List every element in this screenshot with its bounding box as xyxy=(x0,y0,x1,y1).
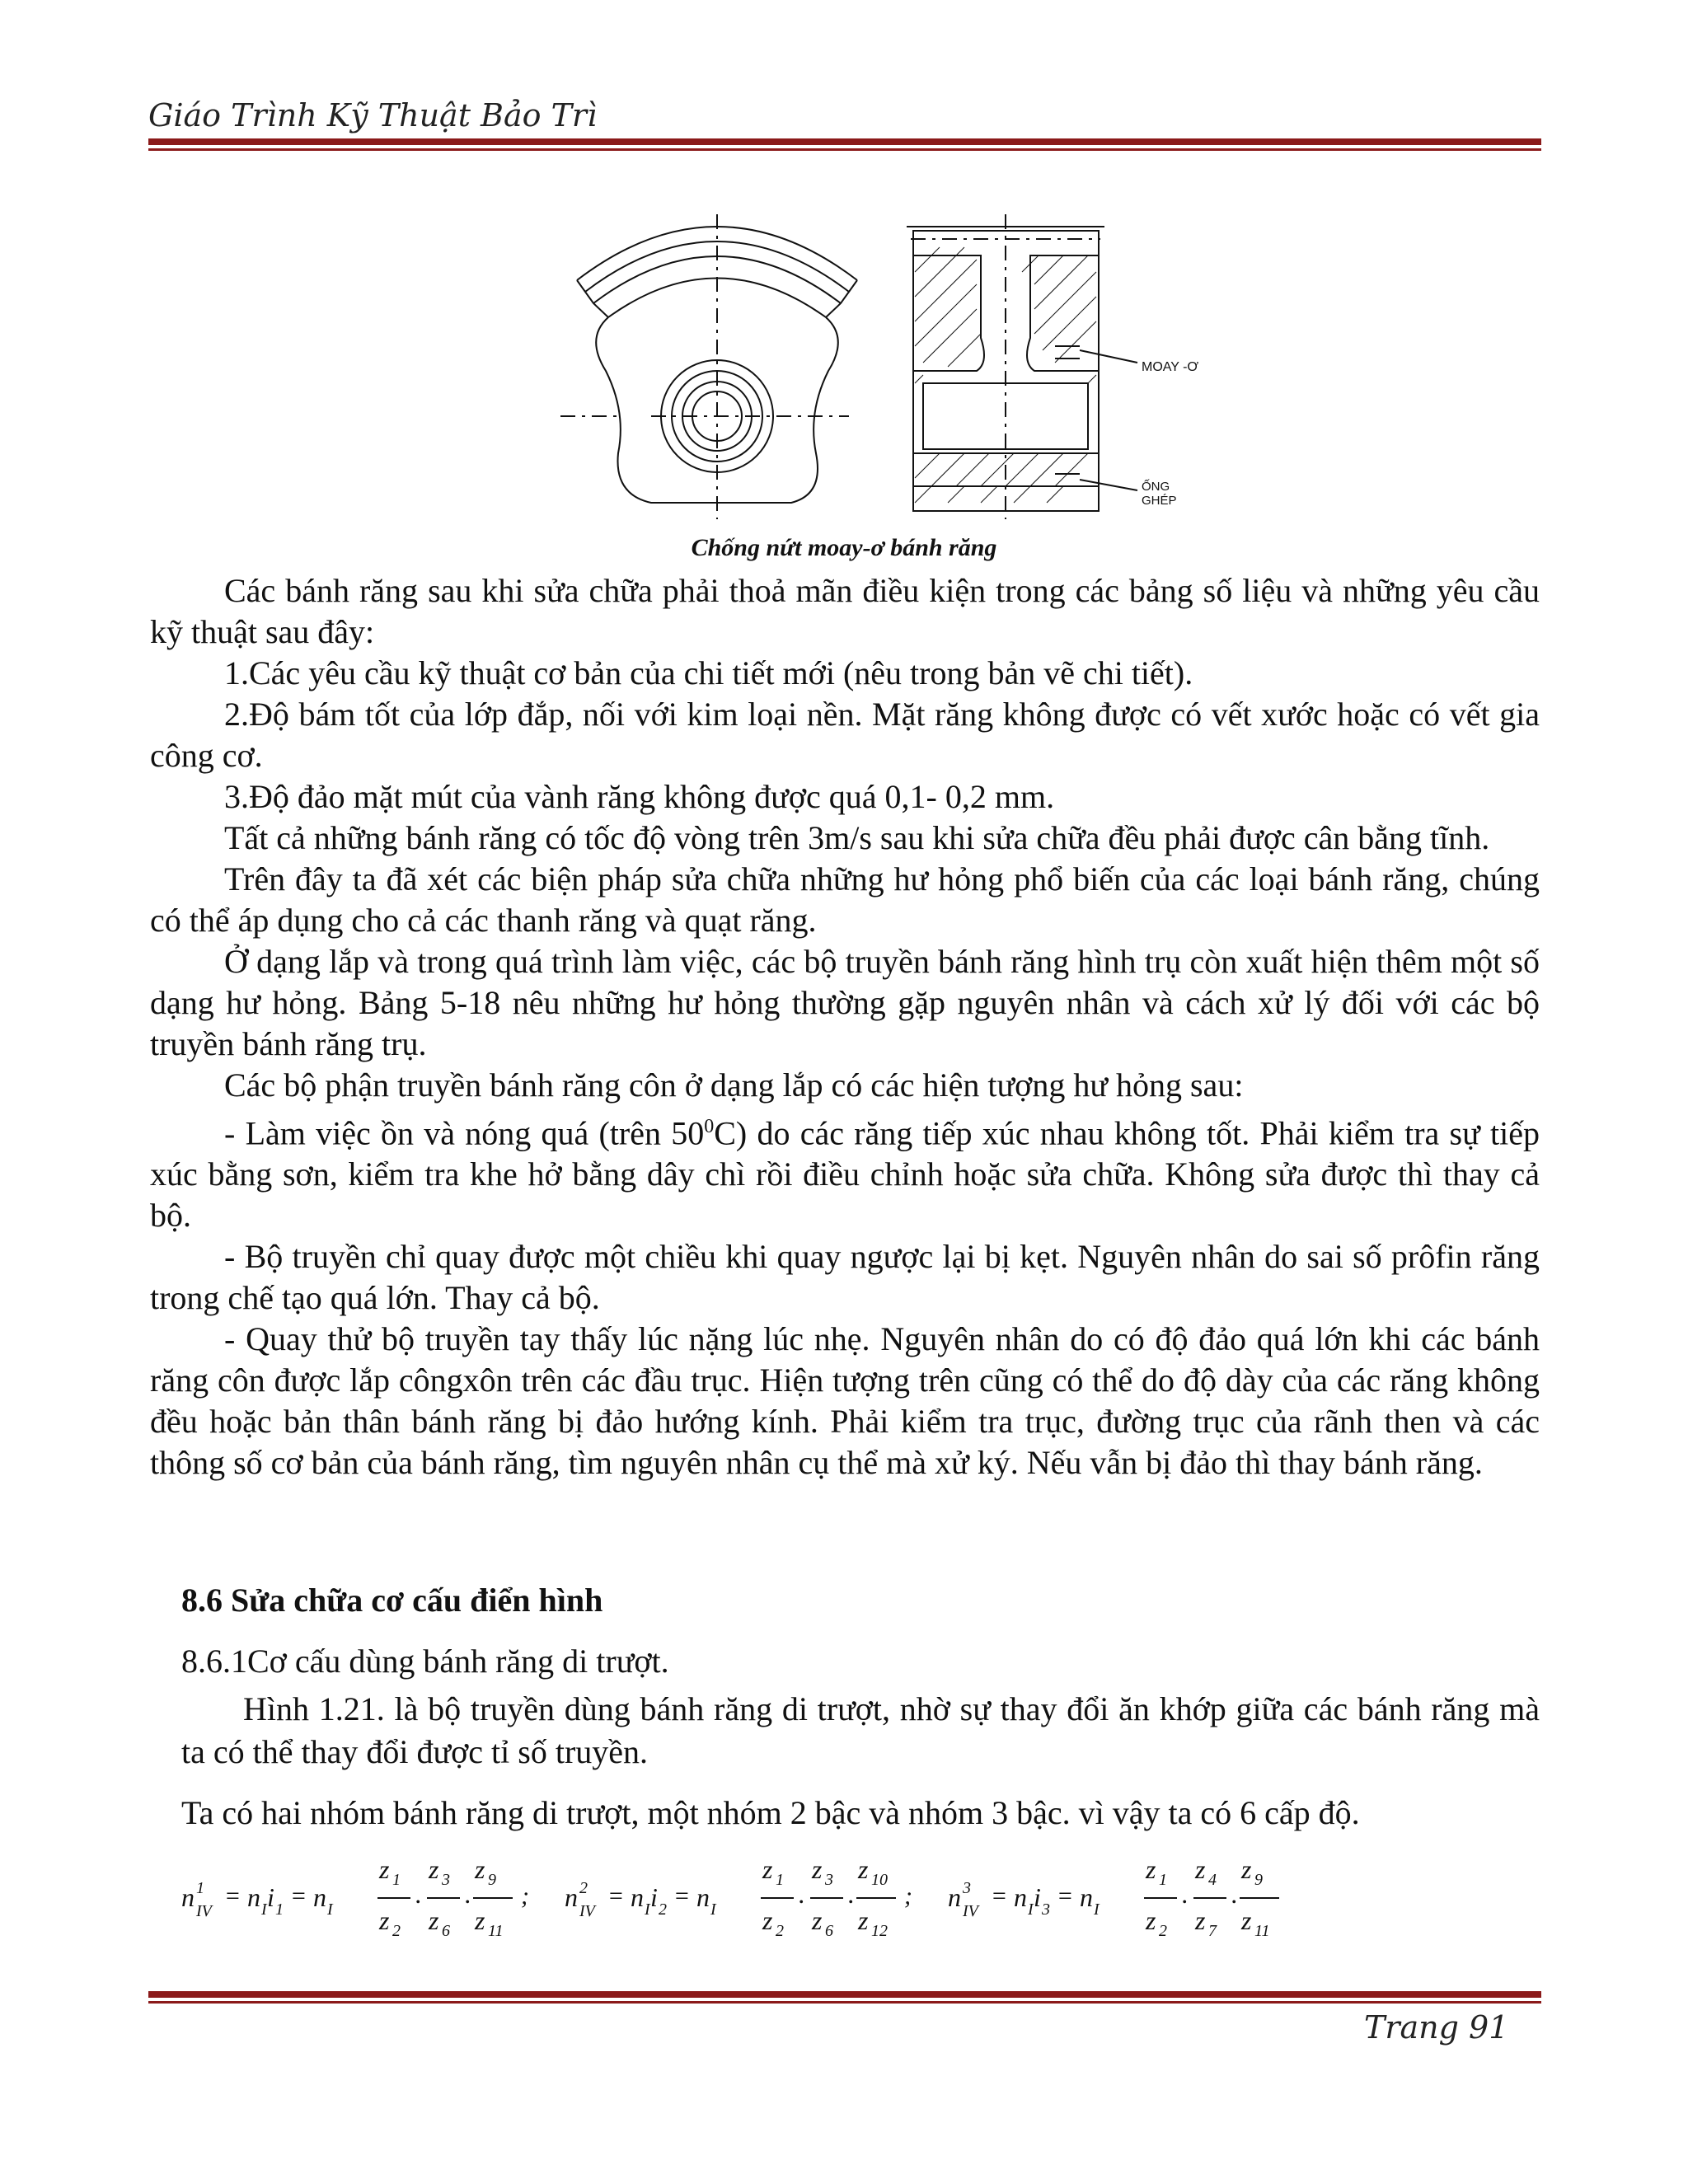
paragraph: Các bộ phận truyền bánh răng côn ở dạng lắp có các hiện tượng hư hỏng sau: xyxy=(224,1066,1244,1104)
formula-symbol: i xyxy=(1034,1882,1041,1912)
formula-denominator-index: 2 xyxy=(776,1922,784,1940)
formula-subscript: IV xyxy=(579,1902,595,1920)
formula-symbol: = xyxy=(1057,1882,1074,1910)
paragraph: - Bộ truyền chỉ quay được một chiều khi quay ngược lại bị kẹt. Nguyên nhân do sai số prôfin răng trong chế tạo quá lớn. Thay cả bộ. xyxy=(150,1238,1540,1317)
formula-denominator-index: 7 xyxy=(1208,1922,1217,1940)
formula-denominator: z xyxy=(812,1905,823,1935)
formula-denominator: z xyxy=(762,1905,773,1935)
formula-superscript: 2 xyxy=(579,1879,588,1897)
fraction-bar xyxy=(1193,1897,1226,1899)
formula-numerator: z xyxy=(762,1854,773,1884)
formula-subscript: I xyxy=(710,1900,716,1919)
paragraph: - Làm việc ồn và nóng quá (trên $50^0C$) do các răng tiếp xúc nhau không tốt. Phải kiểm tra sự tiếp xúc bằng sơn, kiểm tra khe hở bằng dây chì rồi điều chỉnh hoặc sửa chữa. Không sửa được thì thay cả bộ. xyxy=(150,1114,1540,1235)
fraction-bar xyxy=(473,1897,513,1899)
formula-symbol: . xyxy=(415,1879,422,1909)
formula-symbol: . xyxy=(799,1879,805,1909)
formula-symbol: . xyxy=(1231,1879,1238,1909)
formula-denominator: z xyxy=(1195,1905,1206,1935)
formula-symbol: n xyxy=(696,1882,710,1912)
hub-label: MOAY -Ơ xyxy=(1142,360,1199,374)
formula-denominator: z xyxy=(429,1905,439,1935)
formula-numerator-index: 9 xyxy=(1254,1871,1263,1889)
formula-denominator-index: 2 xyxy=(1159,1922,1167,1940)
fraction-bar xyxy=(856,1897,896,1899)
paragraph: Tất cả những bánh răng có tốc độ vòng trên 3m/s sau khi sửa chữa đều phải được cân bằng tĩnh. xyxy=(224,819,1490,856)
formula-numerator-index: 10 xyxy=(871,1871,888,1889)
formula-symbol: = xyxy=(224,1882,241,1910)
formula-symbol: = xyxy=(991,1882,1008,1910)
formula-symbol: n xyxy=(631,1882,644,1912)
formula-symbol: = xyxy=(673,1882,691,1910)
paragraph: Trên đây ta đã xét các biện pháp sửa chữa những hư hỏng phổ biến của các loại bánh răng, chúng có thể áp dụng cho cả các thanh răng và quạt răng. xyxy=(150,860,1540,939)
paragraph: - Quay thử bộ truyền tay thấy lúc nặng lúc nhẹ. Nguyên nhân do có độ đảo quá lớn khi các bánh răng côn được lắp côngxôn trên các đầu trục. Hiện tượng trên cũng có thể do độ dày của các răng không đều hoặc bản thân bánh răng bị đảo hướng kính. Phải kiểm tra trục, đường trục của rãnh then và các thông số cơ bản của bánh răng, tìm nguyên nhân cụ thể mà xử ký. Nếu vẫn bị đảo thì thay bánh răng. xyxy=(150,1320,1540,1482)
formula-superscript: 3 xyxy=(963,1879,971,1897)
formula-symbol: n xyxy=(948,1882,961,1912)
formula-subscript: IV xyxy=(196,1902,212,1920)
formula-separator: ; xyxy=(521,1882,529,1910)
paragraph: Các bánh răng sau khi sửa chữa phải thoả mãn điều kiện trong các bảng số liệu và những yêu cầu kỹ thuật sau đây: xyxy=(150,572,1540,650)
formula-subscript: IV xyxy=(963,1902,978,1920)
formula-subscript: I xyxy=(1094,1900,1100,1919)
formula-numerator-index: 3 xyxy=(825,1871,833,1889)
fraction-bar xyxy=(427,1897,460,1899)
header-title: Giáo Trình Kỹ Thuật Bảo Trì xyxy=(148,97,598,134)
formula-numerator: z xyxy=(429,1854,439,1884)
formula-symbol: n xyxy=(565,1882,578,1912)
formula-numerator-index: 1 xyxy=(776,1871,784,1889)
fraction-bar xyxy=(810,1897,843,1899)
formula-denominator-index: 11 xyxy=(1254,1922,1270,1940)
header-rule xyxy=(148,138,1541,151)
paragraph: 1.Các yêu cầu kỹ thuật cơ bản của chi tiết mới (nêu trong bản vẽ chi tiết). xyxy=(224,654,1193,691)
formula-denominator-index: 6 xyxy=(825,1922,833,1940)
formula-numerator: z xyxy=(1241,1854,1252,1884)
formula-subscript: I xyxy=(261,1900,267,1919)
section-heading: 8.6 Sửa chữa cơ cấu điển hình xyxy=(181,1582,603,1619)
formula-denominator-index: 6 xyxy=(442,1922,450,1940)
formula-denominator-index: 12 xyxy=(871,1922,888,1940)
formula-subscript: 2 xyxy=(659,1900,667,1919)
formula-symbol: = xyxy=(290,1882,307,1910)
paragraph: Ở dạng lắp và trong quá trình làm việc, các bộ truyền bánh răng hình trụ còn xuất hiện thêm một số dạng hư hỏng. Bảng 5-18 nêu những hư hỏng thường gặp nguyên nhân và cách xử lý đối với các bộ truyền bánh răng trụ. xyxy=(150,943,1540,1062)
fraction-bar xyxy=(1144,1897,1177,1899)
hub-crack-figure xyxy=(560,206,1203,544)
formula-subscript: I xyxy=(645,1900,650,1919)
formula-superscript: 1 xyxy=(196,1879,204,1897)
formula-numerator-index: 4 xyxy=(1208,1871,1217,1889)
formula-denominator: z xyxy=(858,1905,869,1935)
formula-denominator: z xyxy=(379,1905,390,1935)
formula-symbol: . xyxy=(465,1879,471,1909)
formula-symbol: n xyxy=(247,1882,260,1912)
fraction-bar xyxy=(1240,1897,1279,1899)
formula-numerator: z xyxy=(1146,1854,1156,1884)
formula-subscript: 3 xyxy=(1042,1900,1050,1919)
formula-separator: ; xyxy=(904,1882,912,1910)
formula-symbol: . xyxy=(848,1879,855,1909)
formula-subscript: I xyxy=(327,1900,333,1919)
paragraph: 3.Độ đảo mặt mút của vành răng không được quá 0,1- 0,2 mm. xyxy=(224,778,1055,815)
formula-denominator-index: 2 xyxy=(392,1922,401,1940)
paragraph: 2.Độ bám tốt của lớp đắp, nối với kim loại nền. Mặt răng không được có vết xước hoặc có vết gia công cơ. xyxy=(150,696,1540,774)
gear-ratio-formulas xyxy=(181,1854,1335,1945)
sleeve-label-2: GHÉP xyxy=(1142,494,1177,508)
body-text xyxy=(150,570,1540,1483)
formula-symbol: . xyxy=(1182,1879,1189,1909)
fraction-bar xyxy=(761,1897,794,1899)
formula-numerator-index: 9 xyxy=(488,1871,496,1889)
formula-numerator: z xyxy=(858,1854,869,1884)
formula-symbol: = xyxy=(607,1882,625,1910)
formula-numerator-index: 1 xyxy=(392,1871,401,1889)
formula-denominator: z xyxy=(1241,1905,1252,1935)
formula-symbol: n xyxy=(1080,1882,1093,1912)
formula-symbol: n xyxy=(313,1882,326,1912)
formula-symbol: i xyxy=(650,1882,658,1912)
page-number: Trang 91 xyxy=(1364,2009,1509,2046)
formula-numerator: z xyxy=(475,1854,485,1884)
formula-subscript: I xyxy=(1028,1900,1034,1919)
formula-denominator: z xyxy=(1146,1905,1156,1935)
sleeve-label-1: ỐNG xyxy=(1142,480,1170,494)
subsection-heading: 8.6.1Cơ cấu dùng bánh răng di trượt. xyxy=(181,1643,669,1680)
footer-rule xyxy=(148,1991,1541,2004)
formula-numerator-index: 3 xyxy=(442,1871,450,1889)
formula-subscript: 1 xyxy=(275,1900,284,1919)
formula-numerator: z xyxy=(379,1854,390,1884)
formula-symbol: i xyxy=(267,1882,274,1912)
formula-symbol: n xyxy=(1014,1882,1027,1912)
formula-symbol: n xyxy=(181,1882,195,1912)
fraction-bar xyxy=(377,1897,410,1899)
formula-denominator-index: 11 xyxy=(488,1922,504,1940)
paragraph: Ta có hai nhóm bánh răng di trượt, một nhóm 2 bậc và nhóm 3 bậc. vì vậy ta có 6 cấp độ. xyxy=(181,1794,1360,1831)
formula-numerator: z xyxy=(812,1854,823,1884)
formula-denominator: z xyxy=(475,1905,485,1935)
paragraph: Hình 1.21. là bộ truyền dùng bánh răng di trượt, nhờ sự thay đổi ăn khớp giữa các bánh răng mà ta có thể thay đổi được tỉ số truyền. xyxy=(181,1690,1540,1770)
figure-caption: Chống nứt moay-ơ bánh răng xyxy=(691,534,997,561)
formula-numerator-index: 1 xyxy=(1159,1871,1167,1889)
formula-numerator: z xyxy=(1195,1854,1206,1884)
